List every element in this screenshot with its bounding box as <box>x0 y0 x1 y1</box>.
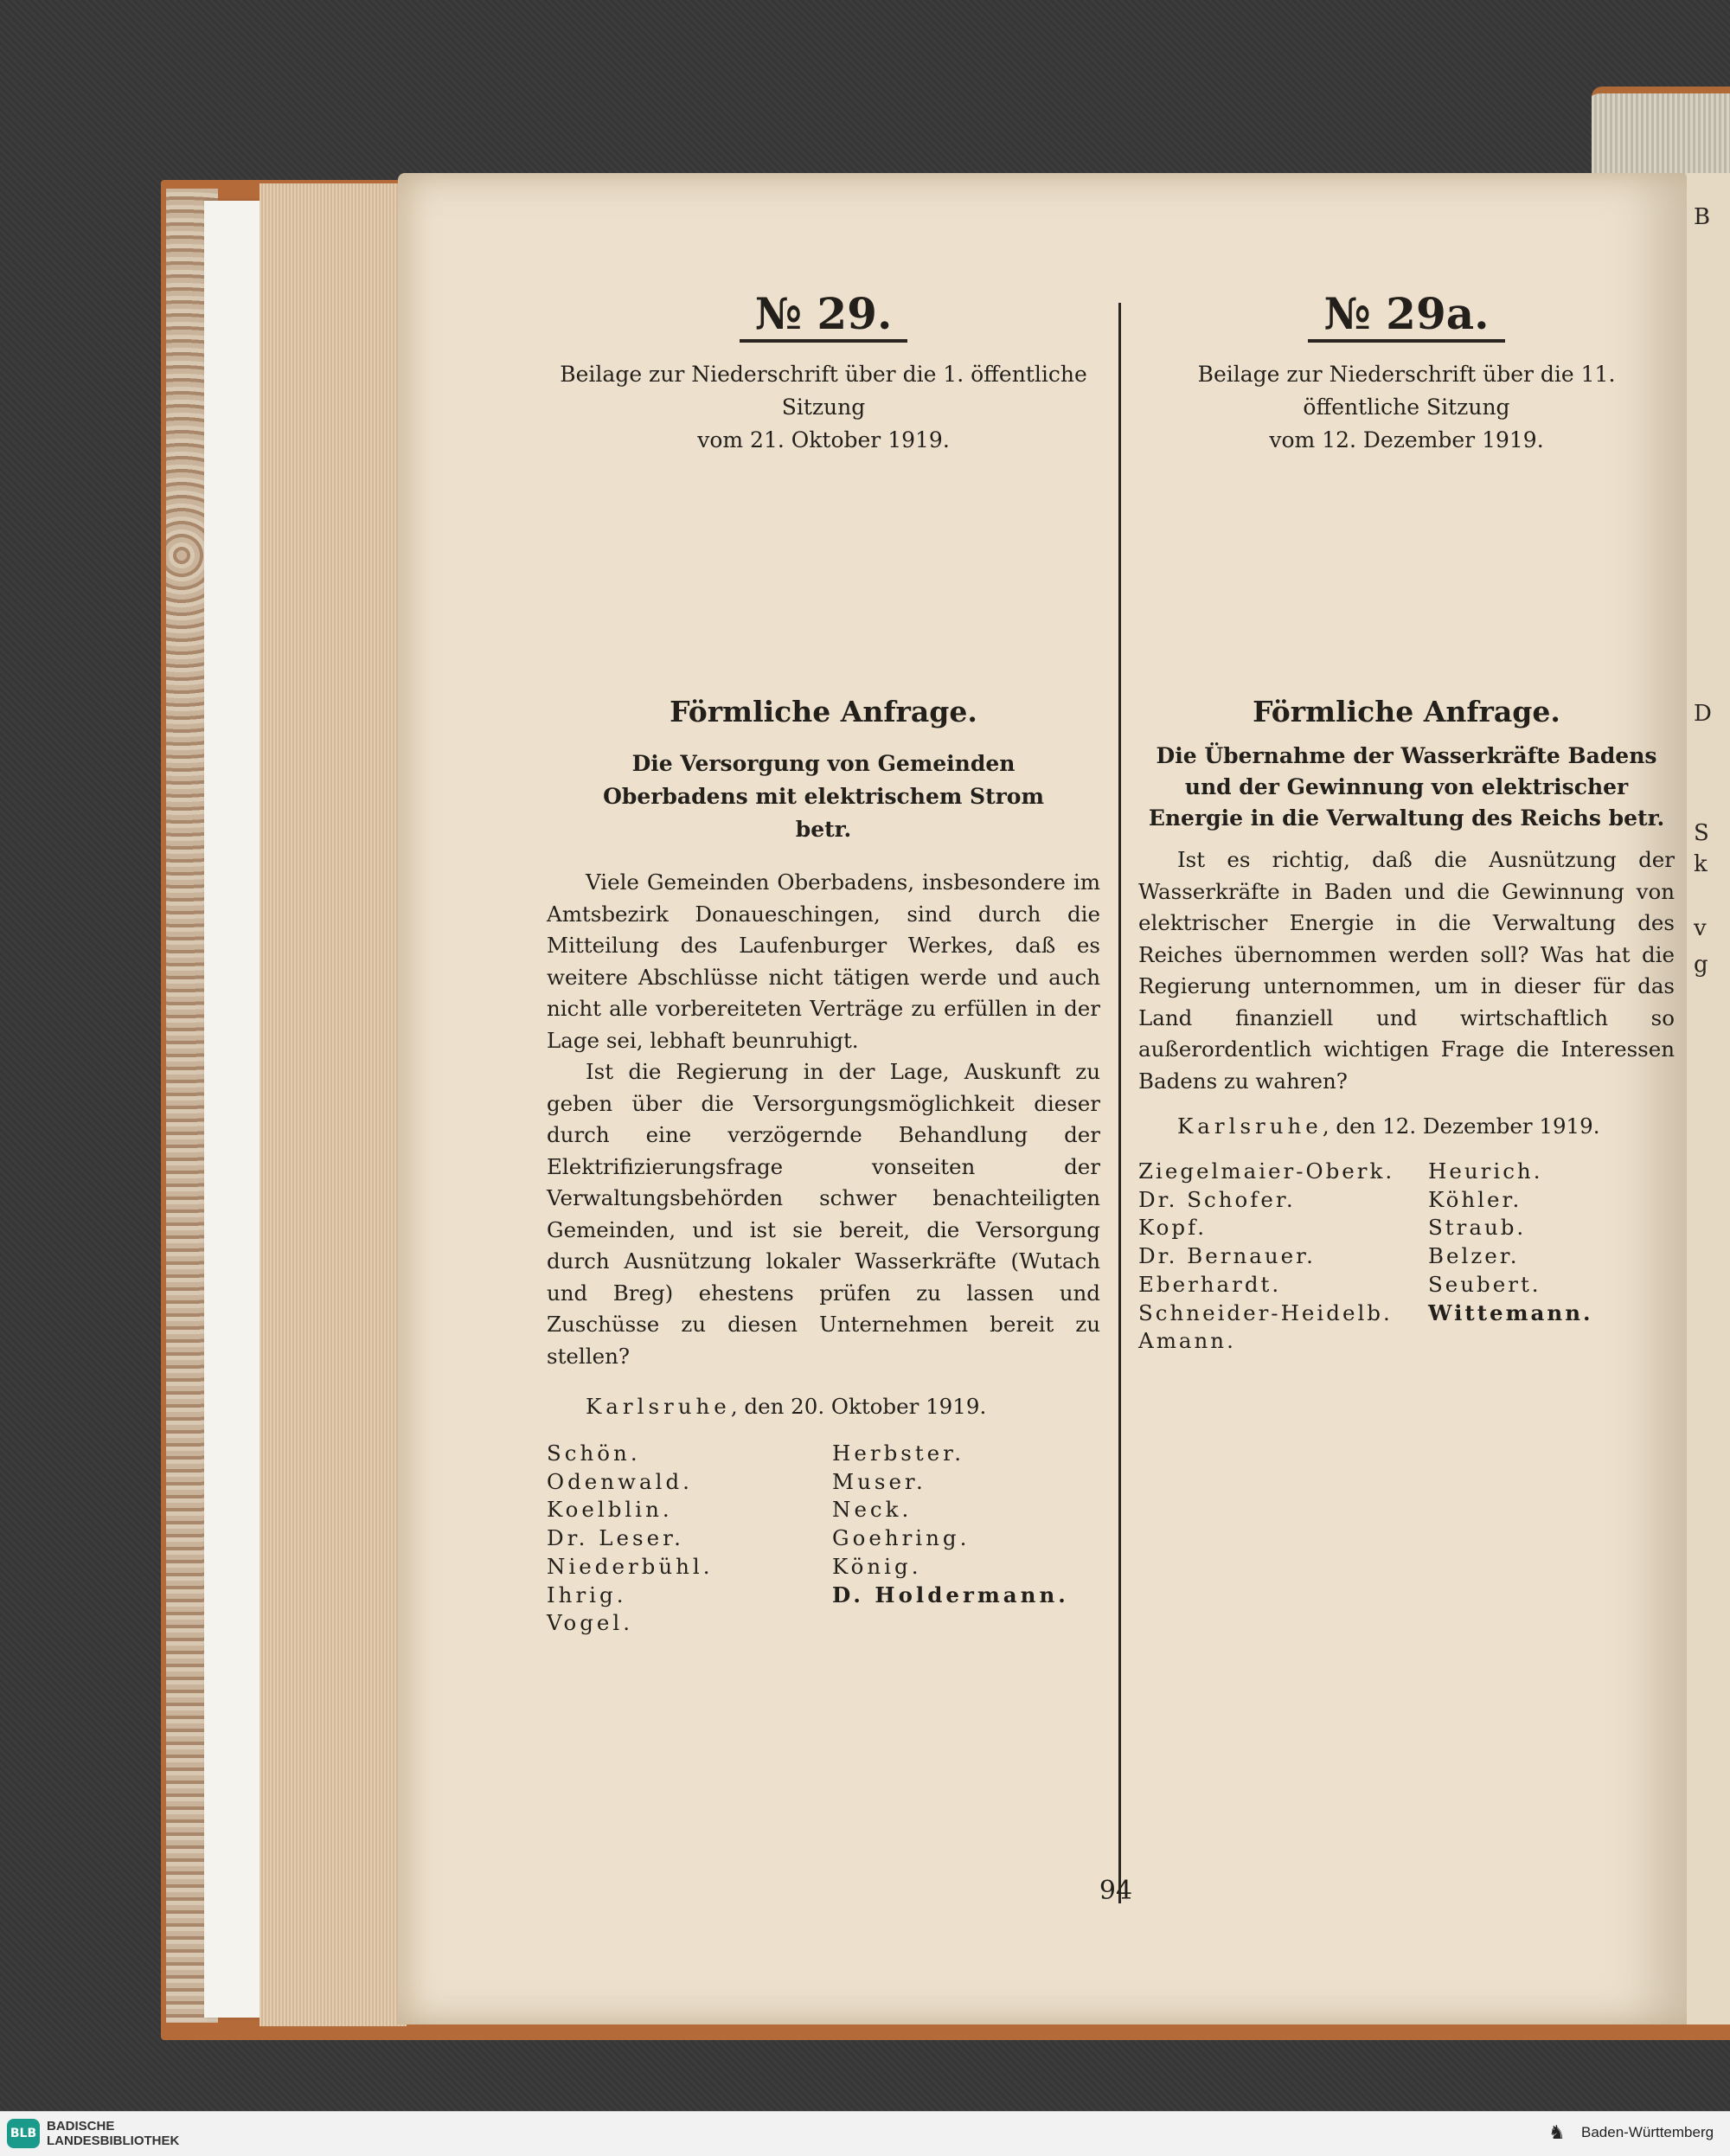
signature: Dr. Leser. <box>547 1525 684 1551</box>
signature: D. Holdermann. <box>832 1582 1069 1607</box>
signature: Ziegelmaier-Oberk. <box>1138 1158 1395 1184</box>
state-label[interactable]: Baden-Württemberg <box>1581 2124 1714 2140</box>
subtitle-line: vom 21. Oktober 1919. <box>697 427 950 452</box>
inquiry-paragraph: Viele Gemeinden Oberbadens, insbesondere im Amtsbezirk Donaueschingen, sind durch die Mitteilung des Laufenburger Werkes, daß es weitere Abschlüsse nicht tätigen werde und auch nicht alle vorbereiteten Verträge zu erfüllen in der Lage sei, lebhaft beunruhigt. <box>547 869 1100 1053</box>
signature: Odenwald. <box>547 1468 693 1494</box>
inquiry-paragraph: Ist es richtig, daß die Ausnützung der Wasserkräfte in Baden und die Gewinnung von elektrischer Energie in die Verwaltung des Reiches übernommen werden soll? Was hat die Regierung unternommen, um in dieser für das Land finanziell und wirtschaftlich so außerordentlich wichtigen Frage die Interessen Badens zu wahren? <box>1138 847 1675 1094</box>
inquiry-topic: Die Versorgung von Gemeinden Oberbadens mit elektrischem Strom betr. <box>603 751 1044 842</box>
signature: Kopf. <box>1138 1215 1208 1241</box>
inquiry-paragraph: Ist die Regierung in der Lage, Auskunft zu geben über die Versorgungsmöglichkeit dieser durch eine verzögernde Behandlung der Elektrifizierungsfrage vonseiten der Verwaltungsbehörden schwer benachteiligten Gemeinden, und ist sie bereit, die Versorgung durch Ausnützung lokaler Wasserkräfte (Wutach und Breg) ehestens prüfen zu lassen und Zuschüsse zu diesen Unternehmen bereit zu stellen? <box>547 1059 1100 1369</box>
peek-letter: D <box>1694 701 1712 727</box>
signature: Vogel. <box>547 1610 634 1636</box>
date: , den 12. Dezember 1919. <box>1322 1113 1600 1139</box>
subtitle-line: vom 12. Dezember 1919. <box>1269 427 1544 452</box>
place-date <box>547 1391 1100 1422</box>
document-29a <box>1138 286 1675 1356</box>
signature-column <box>1428 1158 1675 1356</box>
subtitle-line: Beilage zur Niederschrift über die 11. öffentliche Sitzung <box>1197 362 1616 420</box>
column-divider <box>1118 303 1121 1903</box>
page-edges <box>260 183 407 2026</box>
signature: König. <box>832 1553 922 1579</box>
signatures <box>1138 1158 1675 1356</box>
peek-letter: g <box>1694 952 1708 978</box>
peek-letter: k <box>1694 851 1708 877</box>
inquiry-heading: Förmliche Anfrage. <box>670 695 977 728</box>
signature-column <box>832 1440 1100 1638</box>
place: Karlsruhe <box>1177 1113 1323 1139</box>
peek-letter: S <box>1694 820 1709 846</box>
signature: Dr. Bernauer. <box>1138 1243 1316 1269</box>
place: Karlsruhe <box>586 1394 731 1419</box>
signature: Köhler. <box>1428 1186 1522 1212</box>
signature: Dr. Schofer. <box>1138 1186 1296 1212</box>
library-name-line: LANDESBIBLIOTHEK <box>47 2134 180 2148</box>
signature: Seubert. <box>1428 1271 1541 1297</box>
document-subtitle <box>1138 358 1675 457</box>
library-name-line: BADISCHE <box>47 2119 115 2134</box>
signature: Ihrig. <box>547 1582 627 1607</box>
document-subtitle <box>547 358 1100 457</box>
signature-column <box>547 1440 832 1638</box>
signature: Schneider-Heidelb. <box>1138 1299 1393 1325</box>
blb-logo[interactable]: BLB <box>7 2119 40 2148</box>
signature: Muser. <box>832 1468 926 1494</box>
inquiry-topic: Die Übernahme der Wasserkräfte Badens und der Gewinnung von elektrischer Energie in die Verwaltung des Reichs betr. <box>1148 743 1665 831</box>
signature: Koelblin. <box>547 1497 673 1523</box>
signature: Belzer. <box>1428 1243 1520 1269</box>
date: , den 20. Oktober 1919. <box>730 1394 987 1419</box>
signature: Niederbühl. <box>547 1553 714 1579</box>
document-29 <box>547 286 1100 1638</box>
page-number: 94 <box>1099 1876 1133 1906</box>
signatures <box>547 1440 1100 1638</box>
library-name <box>47 2119 179 2148</box>
facing-page-edge <box>1687 173 1730 2024</box>
signature: Goehring. <box>832 1525 971 1551</box>
signature: Straub. <box>1428 1215 1527 1241</box>
signature: Schön. <box>547 1441 641 1466</box>
inquiry-heading: Förmliche Anfrage. <box>1253 695 1560 728</box>
peek-letter: v <box>1694 915 1707 941</box>
peek-letter: B <box>1694 204 1711 230</box>
viewer-footer <box>0 2111 1730 2156</box>
document-number: № 29a. <box>1138 286 1675 343</box>
signature: Herbster. <box>832 1441 964 1466</box>
signature: Wittemann. <box>1428 1299 1593 1325</box>
signature-column <box>1138 1158 1428 1356</box>
signature: Neck. <box>832 1497 913 1523</box>
coat-of-arms-icon: ♞ <box>1548 2122 1566 2144</box>
document-number: № 29. <box>547 286 1100 343</box>
signature: Heurich. <box>1428 1158 1543 1184</box>
signature: Eberhardt. <box>1138 1271 1282 1297</box>
signature: Amann. <box>1138 1328 1236 1354</box>
subtitle-line: Beilage zur Niederschrift über die 1. öffentliche Sitzung <box>560 362 1087 420</box>
place-date <box>1138 1111 1675 1142</box>
